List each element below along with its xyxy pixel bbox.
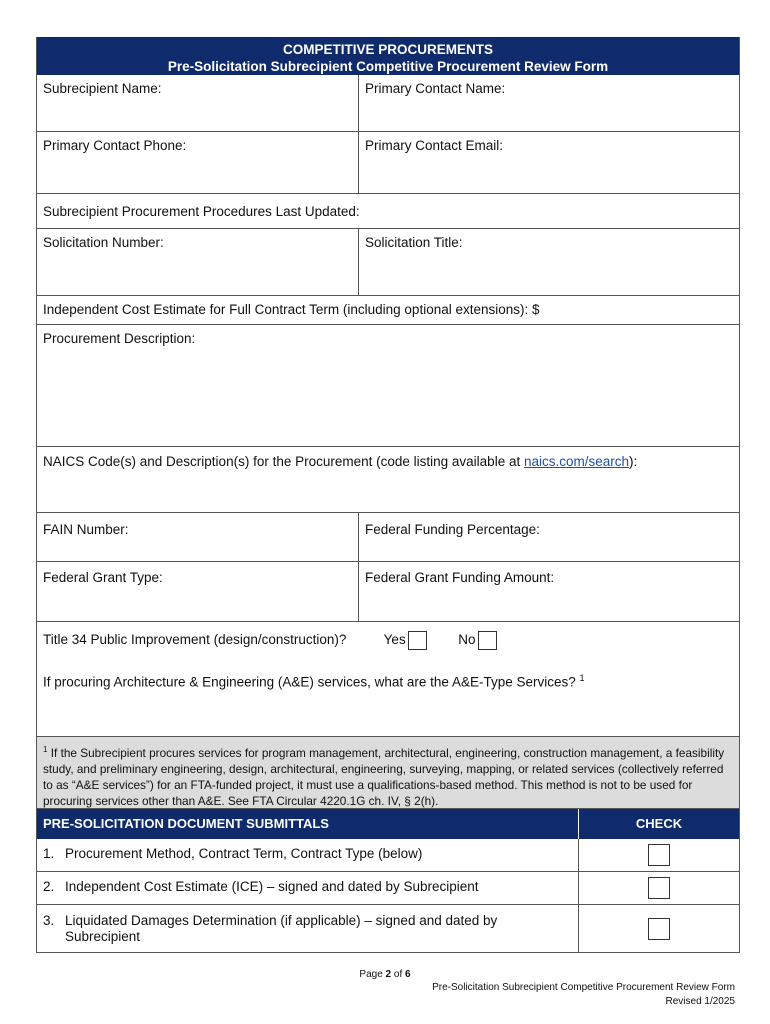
submittal-item <box>37 905 739 953</box>
ae-services-field[interactable] <box>37 666 739 696</box>
submittal-number: 1. <box>43 846 55 861</box>
submittal-text: Independent Cost Estimate (ICE) – signed and dated by Subrecipient <box>65 879 479 894</box>
solicitation-title-field[interactable]: Solicitation Title: <box>365 235 463 250</box>
form-title: COMPETITIVE PROCUREMENTS <box>282 42 493 57</box>
submittal-item <box>37 839 739 872</box>
submittal-text: Liquidated Damages Determination (if applicable) – signed and dated by Subrecipient <box>65 913 498 944</box>
independent-cost-estimate-field[interactable]: Independent Cost Estimate for Full Contract Term (including optional extensions): $ <box>43 302 540 317</box>
submittals-title: PRE-SOLICITATION DOCUMENT SUBMITTALS <box>37 809 579 839</box>
no-label: No <box>458 632 476 648</box>
naics-field[interactable] <box>37 447 739 512</box>
ae-question: If procuring Architecture & Engineering (A&E) services, what are the A&E-Type Services? <box>43 674 576 690</box>
yes-label: Yes <box>383 632 406 648</box>
footer-revised: Revised 1/2025 <box>665 996 735 1007</box>
footer-form-name: Pre-Solicitation Subrecipient Competitive Procurement Review Form <box>432 982 735 993</box>
check-column-title: CHECK <box>635 816 683 831</box>
submittals-header <box>37 809 739 839</box>
submittal-item <box>37 872 739 905</box>
ae-footnote-mark: 1 <box>579 673 585 683</box>
form-header <box>37 37 739 75</box>
naics-label: NAICS Code(s) and Description(s) for the Procurement (code listing available at <box>43 454 524 469</box>
footnote-text: If the Subrecipient procures services for program management, architectural, engineering, construction management, a feasibility study, and preliminary engineering, design, architectural, engineering, surveying, mapping, or related services (collectively referred to as “A&E services”) for an FTA-funded project, it must use a qualifications-based method. This method is not to be used for procuring services other than A&E. See FTA Circular 4220.1G ch. IV, § 2(h). <box>43 745 725 808</box>
fain-number-field[interactable]: FAIN Number: <box>37 513 359 561</box>
submittal-checkbox-3[interactable] <box>648 918 670 940</box>
subrecipient-name-field[interactable]: Subrecipient Name: <box>37 75 359 131</box>
page-number: Page 2 of 6 <box>359 969 411 980</box>
no-checkbox[interactable] <box>478 631 497 650</box>
form-subtitle: Pre-Solicitation Subrecipient Competitive Procurement Review Form <box>167 59 609 74</box>
yes-checkbox[interactable] <box>408 631 427 650</box>
submittal-number: 2. <box>43 879 55 894</box>
submittal-checkbox-1[interactable] <box>648 844 670 866</box>
submittal-text: Procurement Method, Contract Term, Contract Type (below) <box>65 846 423 861</box>
footnote-mark: 1 <box>43 745 48 754</box>
footnote <box>37 737 739 809</box>
federal-grant-type-field[interactable]: Federal Grant Type: <box>37 562 359 621</box>
naics-label-end: ): <box>629 454 638 469</box>
submittal-checkbox-2[interactable] <box>648 877 670 899</box>
procedures-last-updated-field[interactable]: Subrecipient Procurement Procedures Last Updated: <box>43 204 360 219</box>
footer-form-info <box>432 981 735 1009</box>
federal-funding-percentage-field[interactable]: Federal Funding Percentage: <box>365 522 540 537</box>
title34-row <box>37 622 739 666</box>
procurement-description-field[interactable]: Procurement Description: <box>43 331 196 346</box>
federal-grant-funding-amount-field[interactable]: Federal Grant Funding Amount: <box>365 570 555 585</box>
submittal-number: 3. <box>43 913 55 928</box>
title34-question: Title 34 Public Improvement (design/construction)? <box>43 632 347 648</box>
naics-link[interactable]: naics.com/search <box>523 454 630 469</box>
solicitation-number-field[interactable]: Solicitation Number: <box>37 229 359 295</box>
review-form <box>36 37 740 953</box>
primary-contact-email-field[interactable]: Primary Contact Email: <box>365 138 504 153</box>
primary-contact-name-field[interactable]: Primary Contact Name: <box>365 81 506 96</box>
primary-contact-phone-field[interactable]: Primary Contact Phone: <box>37 132 359 193</box>
